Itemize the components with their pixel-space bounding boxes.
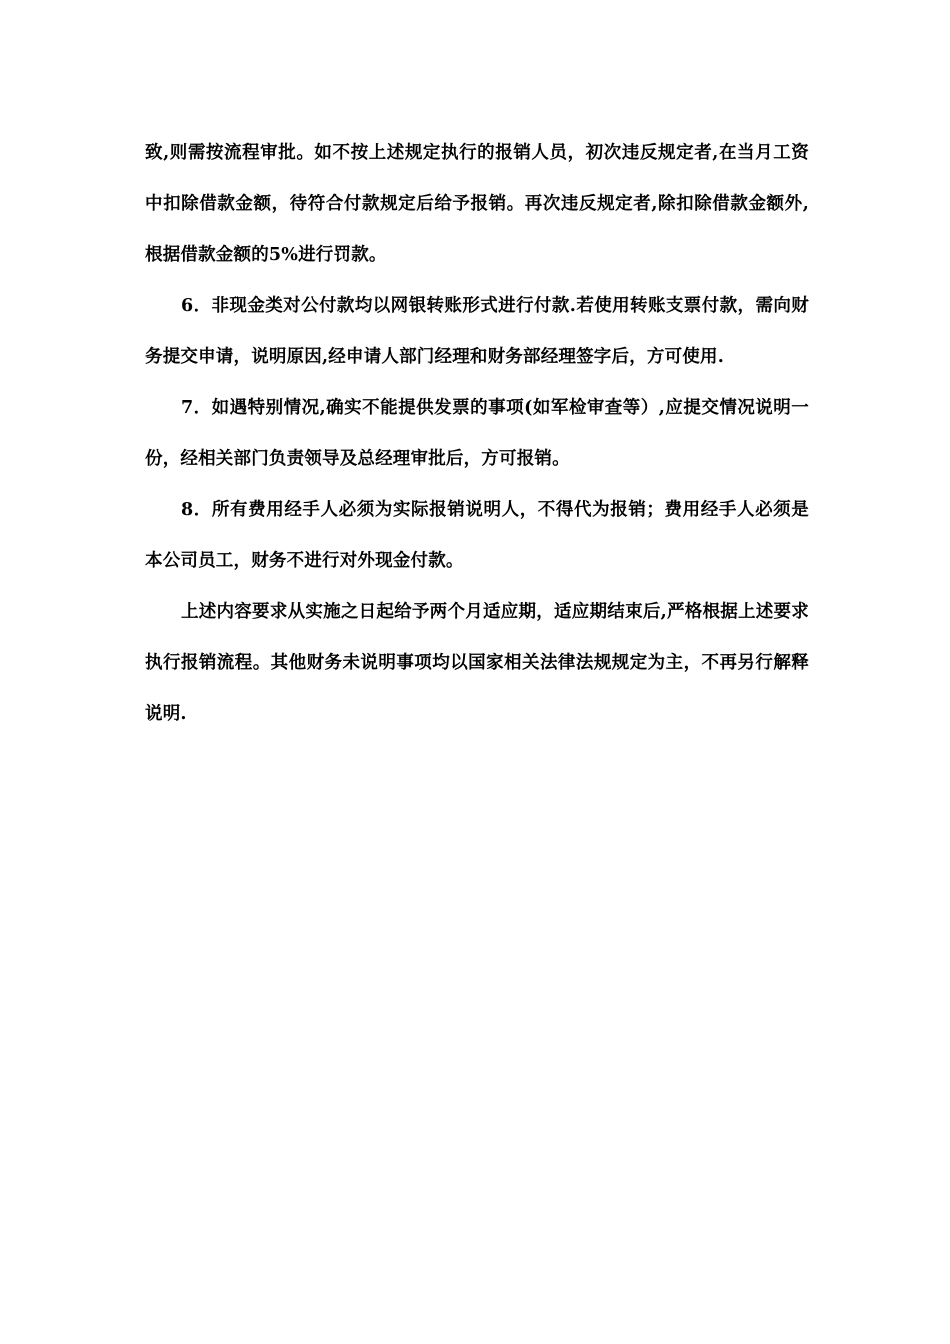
paragraph-continued-clause: 致,则需按流程审批。如不按上述规定执行的报销人员，初次违反规定者,在当月工资中扣除借款金额，待符合付款规定后给予报销。再次违反规定者,除扣除借款金额外,根据借款金额的5%进行罚款。	[145, 143, 809, 265]
paragraph-clause-7: 7．如遇特别情况,确实不能提供发票的事项(如军检审查等）,应提交情况说明一份，经相关部门负责领导及总经理审批后，方可报销。	[145, 398, 809, 469]
document-body	[145, 128, 809, 740]
paragraph-clause-8: 8．所有费用经手人必须为实际报销说明人，不得代为报销；费用经手人必须是本公司员工，财务不进行对外现金付款。	[145, 500, 809, 571]
paragraph-clause-6: 6．非现金类对公付款均以网银转账形式进行付款.若使用转账支票付款，需向财务提交申请，说明原因,经申请人部门经理和财务部经理签字后，方可使用.	[145, 296, 809, 367]
paragraph-closing-note: 上述内容要求从实施之日起给予两个月适应期，适应期结束后,严格根据上述要求执行报销流程。其他财务未说明事项均以国家相关法律法规规定为主，不再另行解释说明.	[145, 602, 809, 724]
